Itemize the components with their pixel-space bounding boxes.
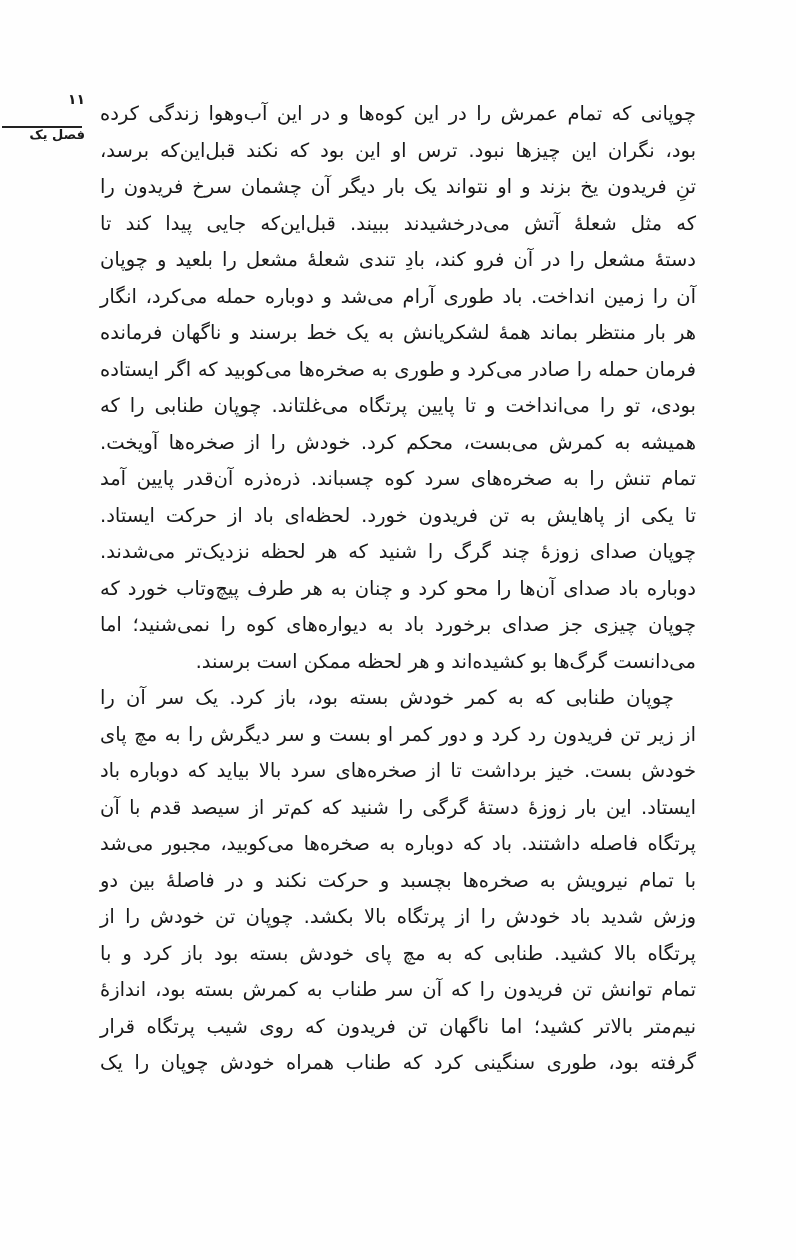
- text-line: [100, 534, 696, 571]
- text-line-content: پرتگاه فاصله داشتند. باد که دوباره به صخره‌ها می‌کوبید، مجبور می‌شد: [100, 832, 696, 855]
- text-line-content: وزش شدید باد خودش را از پرتگاه بالا بکشد. چوپان تن خودش را از: [100, 905, 696, 928]
- text-line: [100, 790, 696, 827]
- text-line: [100, 315, 696, 352]
- text-line: [100, 206, 696, 243]
- text-line-content: از زیر تن فریدون رد کرد و دور کمر او بست و سر دیگرش را به مچ پای: [100, 722, 696, 746]
- text-line: [100, 461, 696, 498]
- text-line: [100, 133, 696, 170]
- text-line-content: تا یکی از پاهایش به تن فریدون خورد. لحظه‌ای باد از حرکت ایستاد.: [100, 503, 696, 527]
- text-line: [100, 425, 696, 462]
- text-line-content: با تمام نیرویش به صخره‌ها بچسبد و حرکت نکند و در فاصلهٔ بین دو: [100, 868, 696, 892]
- text-line-content: چوپان صدای زوزهٔ چند گرگ را شنید که هر لحظه نزدیک‌تر می‌شدند.: [100, 540, 696, 563]
- chapter-title: فصل یک: [29, 128, 85, 143]
- text-line-content: بودی، تو را می‌انداخت و تا پایین پرتگاه می‌غلتاند. چوپان طنابی را که: [100, 394, 696, 417]
- text-line: [100, 753, 696, 790]
- text-line-content: چوپان طنابی که به کمر خودش بسته بود، باز کرد. یک سر آن را: [100, 686, 674, 709]
- text-line-content: همیشه به کمرش می‌بست، محکم کرد. خودش را از صخره‌ها آویخت.: [100, 430, 696, 454]
- text-line: [100, 169, 696, 206]
- text-line-content: هر بار منتظر بماند همهٔ لشکریانش به یک خط برسند و ناگهان فرمانده: [100, 321, 696, 344]
- text-line-content: دوباره باد صدای آن‌ها را محو کرد و چنان به هر طرف پیچ‌وتاب خورد که: [100, 576, 696, 600]
- text-line: [100, 899, 696, 936]
- body-text: [100, 96, 696, 1082]
- text-line: [100, 607, 696, 644]
- text-line-content: بود، نگران این چیزها نبود. ترس او این بود که نکند قبل‌این‌که برسد،: [100, 138, 696, 162]
- text-line: [100, 242, 696, 279]
- text-line-content: فرمان حمله را صادر می‌کرد و طوری به صخره‌ها می‌کوبید که اگر ایستاده: [100, 357, 696, 381]
- text-line: [100, 826, 696, 863]
- text-line: [100, 644, 696, 681]
- text-line-content: تنِ فریدون یخ بزند و او نتواند یک بار دیگر آن چشمان سرخ فریدون را: [100, 175, 696, 198]
- text-line: [100, 352, 696, 389]
- text-line: [100, 388, 696, 425]
- text-line-content: چوپانی که تمام عمرش را در این کوه‌ها و در این آب‌وهوا زندگی کرده: [100, 102, 696, 125]
- text-line: [100, 863, 696, 900]
- text-line: [100, 279, 696, 316]
- text-line-content: تمام تنش را به صخره‌های سرد کوه چسباند. ذره‌ذره آن‌قدر پایین آمد: [100, 467, 696, 490]
- text-line-content: خودش بست. خیز برداشت تا از صخره‌های سرد بالا بیاید که دوباره باد: [100, 759, 696, 782]
- page-number: ۱۱: [67, 92, 85, 108]
- text-line: [100, 1009, 696, 1046]
- text-line: [100, 498, 696, 535]
- text-line-content: که مثل شعلهٔ آتش می‌درخشیدند ببیند. قبل‌این‌که جایی پیدا کند تا: [100, 211, 696, 235]
- text-line: [100, 571, 696, 608]
- text-line-content: دستهٔ مشعل را در آن فرو کند، بادِ تندی شعلهٔ مشعل را بلعید و چوپان: [100, 248, 696, 271]
- text-line-content: گرفته بود، طوری سنگینی کرد که طناب همراه خودش چوپان را یک: [100, 1051, 696, 1074]
- text-line-content: می‌دانست گرگ‌ها بو کشیده‌اند و هر لحظه ممکن است برسند.: [195, 649, 696, 673]
- text-line-content: آن را زمین انداخت. باد طوری آرام می‌شد و دوباره حمله می‌کرد، انگار: [100, 284, 696, 308]
- text-line: [100, 96, 696, 133]
- text-line-content: ایستاد. این بار زوزهٔ دستهٔ گرگی را شنید که کم‌تر از سیصد قدم با آن: [100, 795, 696, 819]
- text-line-content: چوپان چیزی جز صدای برخورد باد به دیواره‌های کوه را نمی‌شنید؛ اما: [100, 613, 696, 636]
- text-line-content: پرتگاه بالا کشید. طنابی که به مچ پای خودش بسته بود باز کرد و با: [100, 941, 696, 965]
- text-line-content: نیم‌متر بالاتر کشید؛ اما ناگهان تن فریدون که روی شیب پرتگاه قرار: [100, 1014, 696, 1038]
- text-line: [100, 717, 696, 754]
- text-line: [100, 972, 696, 1009]
- text-line: [100, 680, 696, 717]
- text-line: [100, 1045, 696, 1082]
- text-line: [100, 936, 696, 973]
- text-line-content: تمام توانش تن فریدون را که آن سر طناب به کمرش بسته بود، اندازهٔ: [100, 978, 696, 1001]
